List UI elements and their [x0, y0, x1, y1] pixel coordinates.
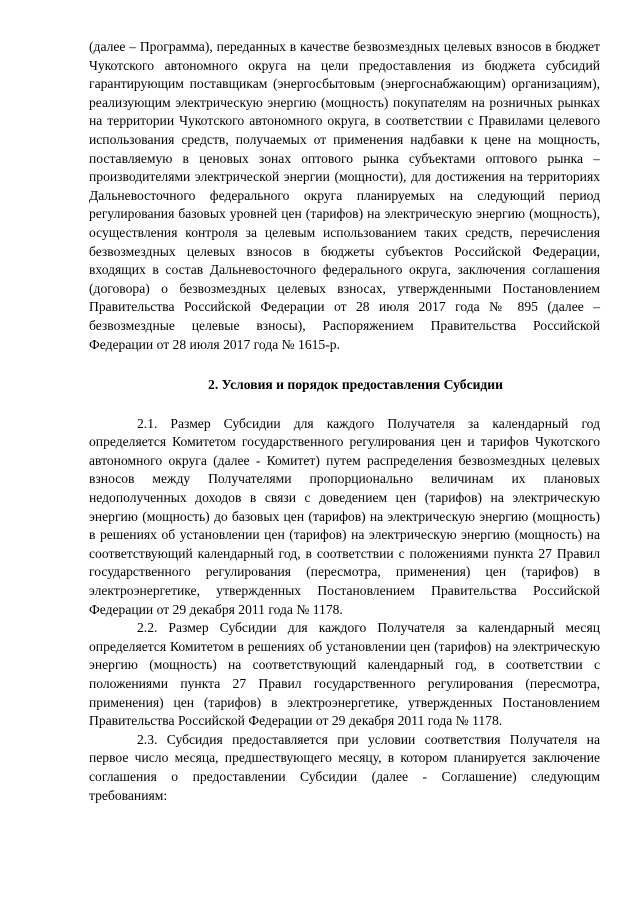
paragraph-2-3: 2.3. Субсидия предоставляется при условии соответствия Получателя на первое число месяца, предшествующего месяцу, в котором планируется заключение соглашения о предоставлении Субсидии (далее - Соглашение) следующим требованиям:: [89, 731, 600, 803]
section-title: 2. Условия и порядок предоставления Субсидии: [208, 377, 503, 393]
paragraph-2-1: 2.1. Размер Субсидии для каждого Получателя за календарный год определяется Комитетом государственного регулирования цен и тарифов Чукотского автономного округа (далее - Комитет) путем распределения безвозмездных целевых взносов между Получателями пропорционально величинам их плановых недополученных доходов в связи с доведением цен (тарифов) на электрическую энергию (мощность) до базовых цен (тарифов) на электрическую энергию (мощность) в решениях об установлении цен (тарифов) на электрическую энергию (мощность) на соответствующий календарный год, в соответствии с положениями пункта 27 Правил государственного регулирования (пересмотра, применения) цен (тарифов) в электроэнергетике, утвержденных Постановлением Правительства Российской Федерации от 29 декабря 2011 года № 1178.: [89, 415, 600, 617]
paragraph-2-2: 2.2. Размер Субсидии для каждого Получателя за календарный месяц определяется Комитетом в решениях об установлении цен (тарифов) на электрическую энергию (мощность) на соответствующий календарный год, в соответствии с положениями пункта 27 Правил государственного регулирования (пересмотра, применения) цен (тарифов) в электроэнергетике, утвержденных Постановлением Правительства Российской Федерации от 29 декабря 2011 года № 1178.: [89, 620, 600, 729]
intro-paragraph: (далее – Программа), переданных в качестве безвозмездных целевых взносов в бюджет Чукотского автономного округа на цели предоставления из бюджета субсидий гарантирующим поставщикам (энергосбытовым (энергоснабжающим) организациям), реализующим электрическую энергию (мощность) покупателям на розничных рынках на территории Чукотского автономного округа, в соответствии с Правилами целевого использования средств, получаемых от применения надбавки к цене на мощность, поставляемую в ценовых зонах оптового рынка субъектами оптового рынка – производителями электрической энергии (мощности), для достижения на территориях Дальневосточного федерального округа планируемых на следующий период регулирования базовых уровней цен (тарифов) на электрическую энергию (мощность), осуществления контроля за целевым использованием таких средств, перечисления безвозмездных целевых взносов в бюджеты субъектов Российской Федерации, входящих в состав Дальневосточного федерального округа, заключения соглашения (договора) о безвозмездных целевых взносах, утвержденными Постановлением Правительства Российской Федерации от 28 июля 2017 года № 895 (далее – безвозмездные целевые взносы), Распоряжением Правительства Российской Федерации от 28 июля 2017 года № 1615-р.: [89, 39, 600, 352]
